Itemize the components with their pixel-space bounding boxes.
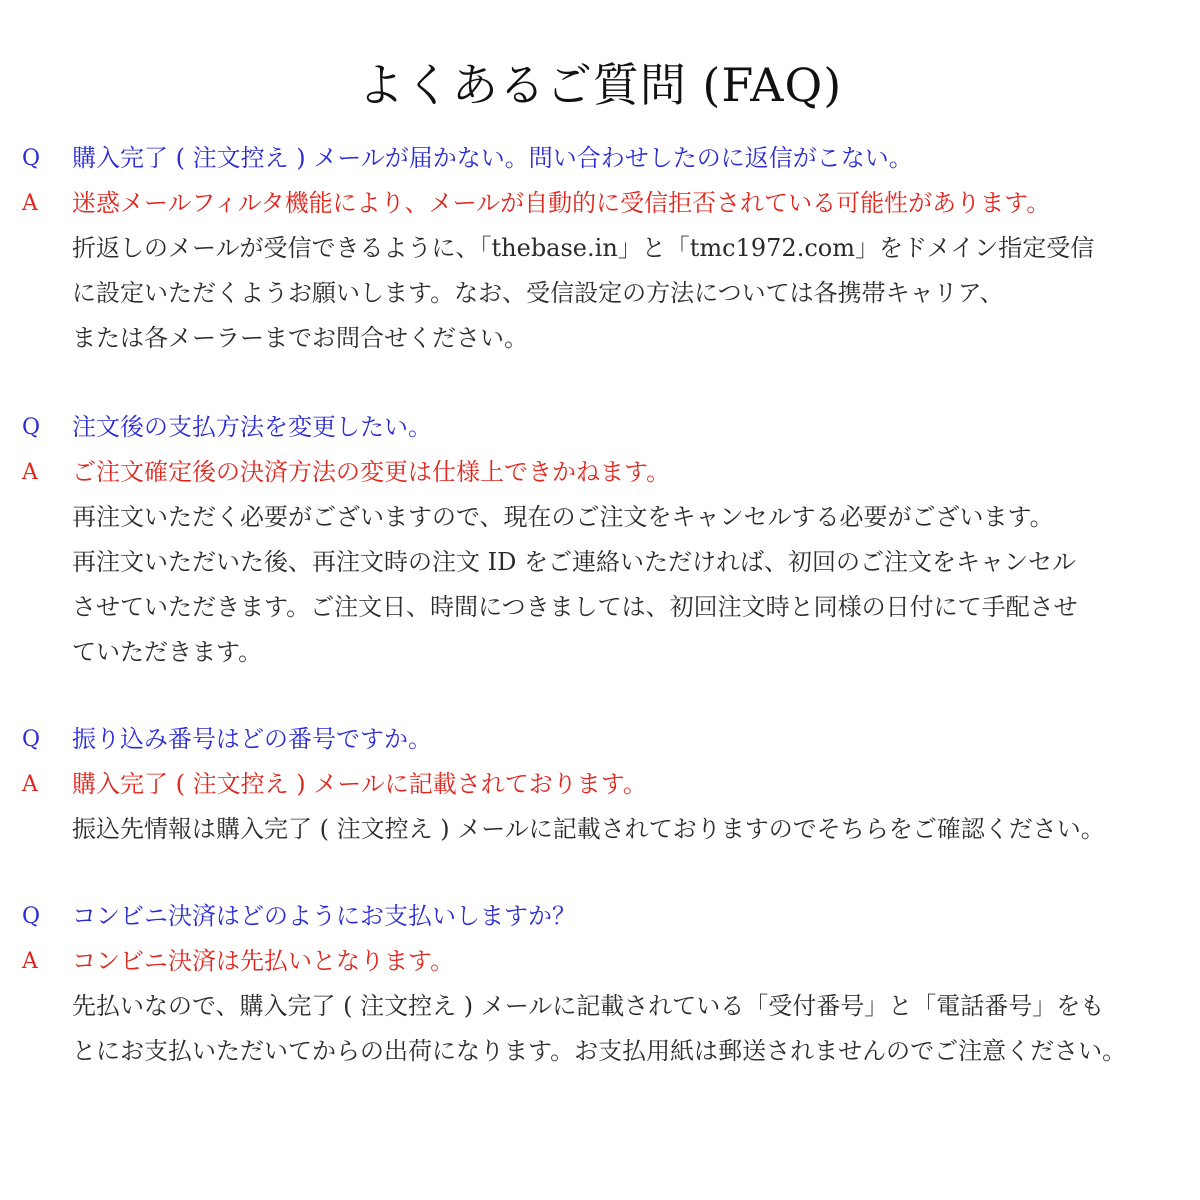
faq-answer-detail: 再注文いただく必要がございますので、現在のご注文をキャンセルする必要がございます。 <box>72 503 1054 531</box>
faq-answer-detail: に設定いただくようお願いします。なお、受信設定の方法については各携帯キャリア、 <box>72 279 1004 307</box>
faq-answer-detail: 先払いなので、購入完了 ( 注文控え ) メールに記載されている「受付番号」と「電話番号」をも <box>72 992 1105 1020</box>
faq-answer: コンビニ決済は先払いとなります。 <box>72 947 455 975</box>
question-marker: Q <box>22 904 41 929</box>
faq-answer-detail: させていただきます。ご注文日、時間につきましては、初回注文時と同様の日付にて手配させ <box>72 593 1078 621</box>
faq-item <box>0 136 1200 361</box>
faq-answer: 購入完了 ( 注文控え ) メールに記載されております。 <box>72 770 647 798</box>
faq-question: 購入完了 ( 注文控え ) メールが届かない。問い合わせしたのに返信がこない。 <box>72 144 913 172</box>
faq-answer: ご注文確定後の決済方法の変更は仕様上できかねます。 <box>72 458 671 486</box>
question-marker: Q <box>22 727 41 752</box>
question-marker: Q <box>22 146 41 171</box>
faq-item <box>0 894 1200 1074</box>
answer-marker: A <box>22 460 38 485</box>
faq-question: 注文後の支払方法を変更したい。 <box>72 413 432 441</box>
answer-marker: A <box>22 772 38 797</box>
faq-answer-detail: 折返しのメールが受信できるように、「thebase.in」と「tmc1972.com」をドメイン指定受信 <box>72 234 1095 262</box>
faq-question: 振り込み番号はどの番号ですか。 <box>72 725 432 753</box>
answer-marker: A <box>22 191 38 216</box>
faq-item <box>0 717 1200 852</box>
question-marker: Q <box>22 415 41 440</box>
answer-marker: A <box>22 949 38 974</box>
faq-answer-detail: ていただきます。 <box>72 638 263 666</box>
faq-answer: 迷惑メールフィルタ機能により、メールが自動的に受信拒否されている可能性があります。 <box>72 189 1051 217</box>
faq-answer-detail: 振込先情報は購入完了 ( 注文控え ) メールに記載されておりますのでそちらをご確認ください。 <box>72 815 1105 843</box>
faq-question: コンビニ決済はどのようにお支払いしますか？ <box>72 902 576 930</box>
page-title: よくあるご質問 (FAQ) <box>357 58 843 112</box>
faq-item <box>0 405 1200 675</box>
faq-answer-detail: 再注文いただいた後、再注文時の注文 ID をご連絡いただければ、初回のご注文をキャンセル <box>72 548 1076 576</box>
faq-answer-detail: または各メーラーまでお問合せください。 <box>72 324 528 352</box>
faq-answer-detail: とにお支払いただいてからの出荷になります。お支払用紙は郵送されませんのでご注意ください。 <box>72 1037 1127 1065</box>
